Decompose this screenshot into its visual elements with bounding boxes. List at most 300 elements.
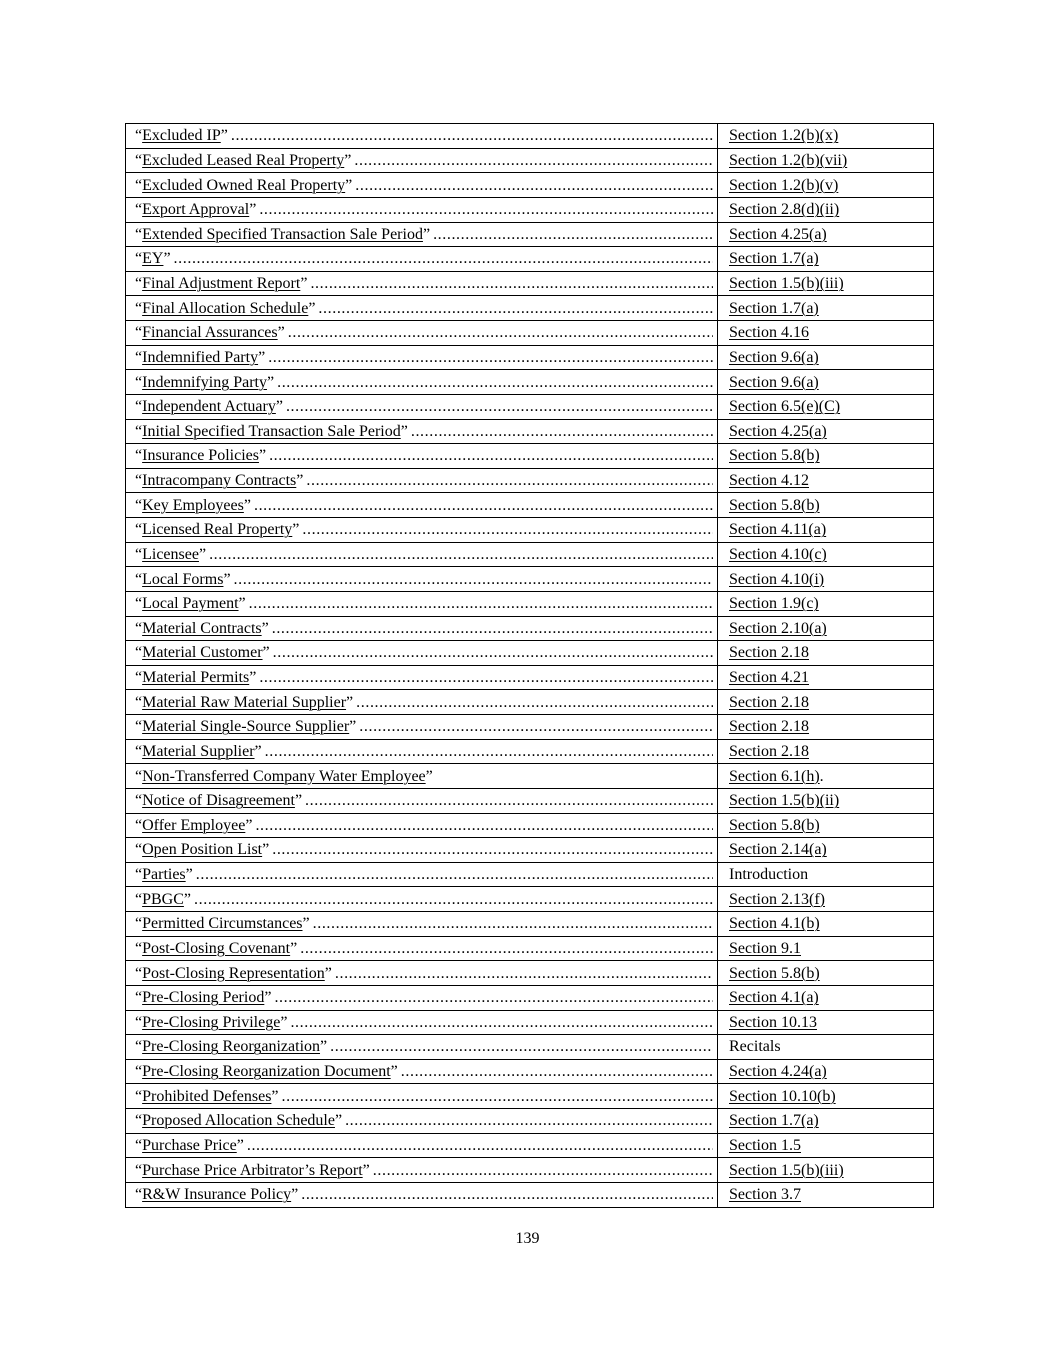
term-line [126, 641, 717, 664]
term-line [126, 124, 717, 147]
term-line [126, 420, 717, 443]
section-ref: Introduction [729, 866, 809, 884]
section-cell [718, 468, 934, 493]
term-line [126, 149, 717, 172]
dot-leader [259, 666, 713, 689]
dot-leader [247, 1134, 713, 1157]
section-cell [718, 1109, 934, 1134]
section-cell [718, 493, 934, 518]
section-cell [718, 764, 934, 789]
dot-leader [259, 198, 713, 221]
section-cell [718, 641, 934, 666]
term-text: Pre-Closing Reorganization Document [142, 1063, 391, 1081]
term-cell [126, 124, 718, 149]
close-quote: ” [271, 1087, 279, 1105]
dot-leader [269, 444, 713, 467]
term-line [126, 1109, 717, 1132]
term-cell [126, 222, 718, 247]
term-line [126, 272, 717, 295]
section-cell [718, 665, 934, 690]
section-ref: Section 2.18 [729, 644, 809, 662]
section-cell [718, 222, 934, 247]
term-cell [126, 419, 718, 444]
section-cell [718, 518, 934, 543]
section-line [718, 1159, 933, 1182]
open-quote: “ [135, 176, 143, 194]
section-line [718, 986, 933, 1009]
close-quote: ” [258, 447, 267, 465]
section-cell [718, 862, 934, 887]
close-quote: ” [346, 693, 354, 711]
open-quote: “ [135, 201, 143, 219]
section-line [718, 395, 933, 418]
term-line [126, 247, 717, 270]
open-quote: “ [135, 398, 143, 416]
table-row [126, 838, 934, 863]
term-text: Material Single-Source Supplier [142, 718, 350, 736]
close-quote: ” [400, 422, 408, 440]
close-quote: ” [262, 644, 270, 662]
section-line [718, 1085, 933, 1108]
close-quote: ” [320, 1038, 328, 1056]
open-quote: “ [135, 693, 143, 711]
open-quote: “ [135, 422, 143, 440]
table-row [126, 493, 934, 518]
term-line [126, 740, 717, 763]
term-text: Export Approval [142, 201, 250, 219]
term-cell [126, 665, 718, 690]
table-row [126, 764, 934, 789]
page-number: 139 [515, 1230, 540, 1247]
section-cell [718, 961, 934, 986]
term-line [126, 789, 717, 812]
section-cell [718, 739, 934, 764]
term-cell [126, 936, 718, 961]
open-quote: “ [135, 1038, 143, 1056]
term-line [126, 494, 717, 517]
section-cell [718, 591, 934, 616]
term-text: Local Forms [142, 570, 224, 588]
open-quote: “ [135, 225, 143, 243]
term-text: Material Supplier [142, 742, 255, 760]
term-cell [126, 1084, 718, 1109]
section-ref: Section 4.11(a) [729, 521, 827, 539]
dot-leader [411, 420, 713, 443]
section-cell [718, 1133, 934, 1158]
term-line [126, 346, 717, 369]
close-quote: ” [262, 841, 270, 859]
open-quote: “ [135, 816, 143, 834]
close-quote: ” [344, 151, 352, 169]
section-ref: Section 1.5(b)(iii) [729, 1161, 844, 1179]
close-quote: ” [292, 521, 300, 539]
section-ref: Section 1.5(b)(ii) [729, 792, 840, 810]
section-cell [718, 936, 934, 961]
table-row [126, 1035, 934, 1060]
dot-leader [356, 691, 713, 714]
term-line [126, 371, 717, 394]
term-cell [126, 444, 718, 469]
section-cell [718, 247, 934, 272]
section-ref: Section 4.10(c) [729, 545, 827, 563]
table-row [126, 813, 934, 838]
close-quote: ” [294, 792, 303, 810]
dot-leader [268, 346, 713, 369]
term-text: Indemnifying Party [142, 373, 267, 391]
open-quote: “ [135, 1161, 143, 1179]
section-cell [718, 394, 934, 419]
section-ref: Section 1.9(c) [729, 595, 819, 613]
table-row [126, 1010, 934, 1035]
close-quote: ” [362, 1161, 370, 1179]
term-text: Excluded Owned Real Property [142, 176, 346, 194]
close-quote: ” [264, 989, 272, 1007]
section-ref: Section 4.21 [729, 669, 809, 687]
section-line [718, 912, 933, 935]
term-text: Insurance Policies [142, 447, 259, 465]
term-cell [126, 813, 718, 838]
dot-leader [310, 272, 713, 295]
open-quote: “ [135, 890, 143, 908]
term-line [126, 297, 717, 320]
term-text: EY [142, 250, 164, 268]
section-ref: Recitals [729, 1038, 781, 1056]
term-text: Permitted Circumstances [142, 915, 303, 933]
term-cell [126, 641, 718, 666]
dot-leader [335, 962, 713, 985]
section-ref: Section 2.10(a) [729, 619, 827, 637]
term-line [126, 321, 717, 344]
table-row [126, 296, 934, 321]
term-text: Offer Employee [142, 816, 246, 834]
term-line [126, 888, 717, 911]
section-line [718, 1134, 933, 1157]
section-line [718, 543, 933, 566]
section-line [718, 494, 933, 517]
section-cell [718, 271, 934, 296]
table-row [126, 345, 934, 370]
section-ref: Section 2.18 [729, 718, 809, 736]
section-ref: Section 3.7 [729, 1186, 801, 1204]
table-row [126, 739, 934, 764]
section-ref: Section 6.1(h) [729, 767, 820, 785]
section-line [718, 124, 933, 147]
open-quote: “ [135, 521, 143, 539]
dot-leader [318, 297, 713, 320]
section-ref: Section 4.16 [729, 324, 809, 342]
open-quote: “ [135, 841, 143, 859]
close-quote: ” [308, 299, 316, 317]
table-row [126, 912, 934, 937]
table-row [126, 1059, 934, 1084]
section-line [718, 691, 933, 714]
section-cell [718, 296, 934, 321]
dot-leader [272, 838, 713, 861]
section-cell [718, 1059, 934, 1084]
section-ref: Section 2.13(f) [729, 890, 825, 908]
section-line [718, 666, 933, 689]
dot-leader [174, 247, 713, 270]
section-cell [718, 173, 934, 198]
section-cell [718, 690, 934, 715]
term-cell [126, 468, 718, 493]
close-quote: ” [183, 890, 192, 908]
term-line [126, 912, 717, 935]
term-line [126, 986, 717, 1009]
term-text: Proposed Allocation Schedule [142, 1112, 335, 1130]
dot-leader [272, 617, 713, 640]
table-row [126, 271, 934, 296]
close-quote: ” [220, 127, 228, 145]
open-quote: “ [135, 939, 143, 957]
section-ref: Section 1.7(a) [729, 1112, 819, 1130]
open-quote: “ [135, 792, 143, 810]
term-text: Material Permits [142, 669, 250, 687]
close-quote: ” [349, 718, 357, 736]
term-cell [126, 912, 718, 937]
section-cell [718, 715, 934, 740]
term-cell [126, 1059, 718, 1084]
dot-leader [231, 124, 713, 147]
term-text: Independent Actuary [142, 398, 276, 416]
term-line [126, 1060, 717, 1083]
term-text: Pre-Closing Period [142, 989, 265, 1007]
section-line [718, 518, 933, 541]
dot-leader [234, 568, 713, 591]
definitions-table-body [126, 124, 934, 1208]
section-line [718, 838, 933, 861]
dot-leader [401, 1060, 713, 1083]
term-line [126, 543, 717, 566]
term-line [126, 198, 717, 221]
term-cell [126, 616, 718, 641]
close-quote: ” [198, 545, 207, 563]
term-text: Pre-Closing Privilege [142, 1013, 281, 1031]
open-quote: “ [135, 447, 143, 465]
open-quote: “ [135, 1136, 143, 1154]
table-row [126, 887, 934, 912]
term-text: Prohibited Defenses [142, 1087, 272, 1105]
section-line [718, 272, 933, 295]
term-cell [126, 247, 718, 272]
section-ref: Section 4.10(i) [729, 570, 825, 588]
section-line [718, 568, 933, 591]
section-cell [718, 912, 934, 937]
dot-leader [359, 715, 713, 738]
close-quote: ” [296, 472, 304, 490]
section-line [718, 888, 933, 911]
section-ref: Section 2.18 [729, 693, 809, 711]
section-line [718, 1183, 933, 1206]
term-text: Initial Specified Transaction Sale Period [142, 422, 401, 440]
section-cell [718, 838, 934, 863]
section-ref: Section 5.8(b) [729, 447, 820, 465]
section-ref: Section 9.1 [729, 939, 801, 957]
table-row [126, 616, 934, 641]
open-quote: “ [135, 1063, 143, 1081]
open-quote: “ [135, 348, 143, 366]
close-quote: ” [302, 915, 310, 933]
term-cell [126, 862, 718, 887]
term-text: Final Adjustment Report [142, 275, 301, 293]
term-text: Post-Closing Representation [142, 964, 325, 982]
dot-leader [302, 518, 713, 541]
term-text: Material Raw Material Supplier [142, 693, 347, 711]
open-quote: “ [135, 496, 143, 514]
term-line [126, 518, 717, 541]
term-cell [126, 567, 718, 592]
table-row [126, 518, 934, 543]
section-ref: Section 1.7(a) [729, 250, 819, 268]
dot-leader [355, 174, 713, 197]
term-text: Indemnified Party [142, 348, 259, 366]
term-cell [126, 1133, 718, 1158]
section-line [718, 641, 933, 664]
term-text: Excluded IP [142, 127, 221, 145]
section-ref: Section 2.14(a) [729, 841, 827, 859]
open-quote: “ [135, 299, 143, 317]
section-line [718, 1011, 933, 1034]
section-cell [718, 370, 934, 395]
term-line [126, 174, 717, 197]
section-line [718, 1109, 933, 1132]
table-row [126, 1084, 934, 1109]
term-cell [126, 321, 718, 346]
open-quote: “ [135, 767, 143, 785]
term-text: Material Customer [142, 644, 263, 662]
term-text: Extended Specified Transaction Sale Period [142, 225, 423, 243]
section-cell [718, 567, 934, 592]
term-line [126, 814, 717, 837]
term-line [126, 863, 717, 886]
dot-leader [209, 543, 713, 566]
section-cell [718, 1084, 934, 1109]
term-text: Licensed Real Property [142, 521, 293, 539]
open-quote: “ [135, 718, 143, 736]
term-cell [126, 961, 718, 986]
table-row [126, 1133, 934, 1158]
section-cell [718, 985, 934, 1010]
open-quote: “ [135, 915, 143, 933]
term-cell [126, 1035, 718, 1060]
dot-leader [305, 789, 713, 812]
close-quote: ” [390, 1063, 398, 1081]
dot-leader [433, 223, 713, 246]
section-ref: Section 9.6(a) [729, 348, 819, 366]
close-quote: ” [258, 348, 266, 366]
section-line [718, 740, 933, 763]
term-line [126, 937, 717, 960]
section-cell [718, 542, 934, 567]
section-ref: Section 1.2(b)(v) [729, 176, 839, 194]
dot-leader [194, 888, 713, 911]
open-quote: “ [135, 127, 143, 145]
term-line [126, 962, 717, 985]
dot-leader [330, 1035, 713, 1058]
table-row [126, 247, 934, 272]
table-row [126, 1109, 934, 1134]
section-line [718, 297, 933, 320]
close-quote: ” [290, 939, 298, 957]
section-line [718, 223, 933, 246]
dot-leader [300, 937, 713, 960]
close-quote: ” [261, 619, 269, 637]
section-line [718, 469, 933, 492]
term-text: Notice of Disagreement [142, 792, 295, 810]
term-cell [126, 148, 718, 173]
close-quote: ” [243, 496, 251, 514]
section-cell [718, 345, 934, 370]
term-cell [126, 173, 718, 198]
open-quote: “ [135, 742, 143, 760]
term-text: R&W Insurance Policy [142, 1186, 292, 1204]
section-ref: Section 1.2(b)(x) [729, 127, 839, 145]
close-quote: ” [254, 742, 262, 760]
term-line [126, 1035, 717, 1058]
section-ref: Section 4.1(a) [729, 989, 819, 1007]
close-quote: ” [280, 1013, 288, 1031]
dot-leader [254, 494, 713, 517]
term-cell [126, 764, 718, 789]
section-cell [718, 197, 934, 222]
section-line [718, 174, 933, 197]
dot-leader [313, 912, 713, 935]
term-line [126, 1134, 717, 1157]
term-line [126, 691, 717, 714]
section-line [718, 149, 933, 172]
term-text: Material Contracts [142, 619, 262, 637]
table-row [126, 468, 934, 493]
dot-leader [255, 814, 713, 837]
term-cell [126, 271, 718, 296]
section-ref: Section 6.5(e)(C) [729, 398, 841, 416]
section-ref: Section 1.7(a) [729, 299, 819, 317]
section-cell [718, 321, 934, 346]
term-line [126, 838, 717, 861]
term-line [126, 666, 717, 689]
table-row [126, 665, 934, 690]
close-quote: ” [291, 1186, 299, 1204]
open-quote: “ [135, 324, 143, 342]
term-cell [126, 1182, 718, 1207]
table-row [126, 419, 934, 444]
term-cell [126, 715, 718, 740]
section-line [718, 715, 933, 738]
term-text: Post-Closing Covenant [142, 939, 291, 957]
table-row [126, 715, 934, 740]
close-quote: ” [422, 225, 431, 243]
table-row [126, 197, 934, 222]
term-line [126, 1011, 717, 1034]
table-row [126, 173, 934, 198]
open-quote: “ [135, 619, 143, 637]
section-ref: Section 1.2(b)(vii) [729, 151, 848, 169]
dot-leader [277, 371, 713, 394]
section-cell [718, 616, 934, 641]
section-line [718, 346, 933, 369]
table-row [126, 788, 934, 813]
term-text: Local Payment [142, 595, 239, 613]
dot-leader [301, 1183, 713, 1206]
term-line [126, 444, 717, 467]
dot-leader [196, 863, 713, 886]
dot-leader [288, 321, 713, 344]
term-text: PBGC [142, 890, 184, 908]
section-line [718, 247, 933, 270]
term-cell [126, 542, 718, 567]
section-ref: Section 4.24(a) [729, 1063, 827, 1081]
dot-leader [249, 592, 713, 615]
